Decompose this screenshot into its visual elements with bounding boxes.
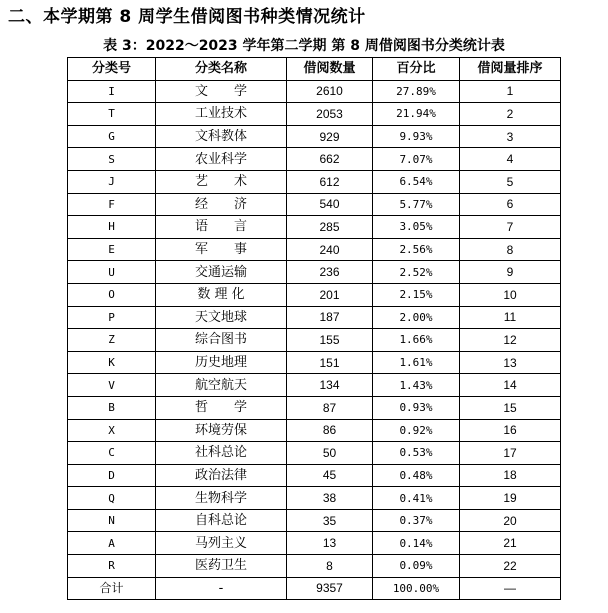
borrowing-category-table xyxy=(67,57,561,600)
table-row xyxy=(68,419,561,442)
category-name: 生物科学 xyxy=(156,487,287,510)
table-row xyxy=(68,283,561,306)
borrow-count: 201 xyxy=(287,283,373,306)
borrow-percent: 0.48% xyxy=(373,464,460,487)
borrow-rank: 1 xyxy=(460,80,561,103)
borrow-count: 2053 xyxy=(287,103,373,126)
category-code: I xyxy=(68,80,156,103)
borrow-rank: 13 xyxy=(460,351,561,374)
borrow-rank: 12 xyxy=(460,329,561,352)
table-row xyxy=(68,396,561,419)
borrow-rank: 6 xyxy=(460,193,561,216)
borrow-rank: 15 xyxy=(460,396,561,419)
category-code: X xyxy=(68,419,156,442)
borrow-percent: 0.53% xyxy=(373,442,460,465)
category-name: 经 济 xyxy=(156,193,287,216)
table-row xyxy=(68,442,561,465)
header-name: 分类名称 xyxy=(156,58,287,81)
borrow-percent: 7.07% xyxy=(373,148,460,171)
category-name: 社科总论 xyxy=(156,442,287,465)
borrow-rank: 8 xyxy=(460,238,561,261)
total-count: 9357 xyxy=(287,577,373,600)
borrow-count: 50 xyxy=(287,442,373,465)
category-name: 数 理 化 xyxy=(156,283,287,306)
borrow-count: 285 xyxy=(287,216,373,239)
category-code: C xyxy=(68,442,156,465)
header-rank: 借阅量排序 xyxy=(460,58,561,81)
borrow-percent: 21.94% xyxy=(373,103,460,126)
borrow-percent: 0.09% xyxy=(373,555,460,578)
total-row xyxy=(68,577,561,600)
table-row xyxy=(68,509,561,532)
table-row xyxy=(68,487,561,510)
category-code: N xyxy=(68,509,156,532)
table-header-row xyxy=(68,58,561,81)
table-row xyxy=(68,170,561,193)
table-row xyxy=(68,103,561,126)
header-code: 分类号 xyxy=(68,58,156,81)
borrow-rank: 10 xyxy=(460,283,561,306)
category-name: 军 事 xyxy=(156,238,287,261)
table-row xyxy=(68,125,561,148)
category-code: V xyxy=(68,374,156,397)
category-code: A xyxy=(68,532,156,555)
header-count: 借阅数量 xyxy=(287,58,373,81)
category-code: B xyxy=(68,396,156,419)
table-row xyxy=(68,216,561,239)
borrow-count: 155 xyxy=(287,329,373,352)
category-code: O xyxy=(68,283,156,306)
table-row xyxy=(68,80,561,103)
borrow-percent: 6.54% xyxy=(373,170,460,193)
table-caption: 表 3：2022～2023 学年第二学期 第 8 周借阅图书分类统计表 xyxy=(103,38,505,54)
table-row xyxy=(68,532,561,555)
borrow-count: 612 xyxy=(287,170,373,193)
category-name: 马列主义 xyxy=(156,532,287,555)
category-name: 文 学 xyxy=(156,80,287,103)
category-code: J xyxy=(68,170,156,193)
borrow-rank: 11 xyxy=(460,306,561,329)
category-code: G xyxy=(68,125,156,148)
section-heading: 二、本学期第 8 周学生借阅图书种类情况统计 xyxy=(8,7,366,27)
borrow-rank: 16 xyxy=(460,419,561,442)
borrow-percent: 3.05% xyxy=(373,216,460,239)
borrow-count: 35 xyxy=(287,509,373,532)
category-code: F xyxy=(68,193,156,216)
category-code: H xyxy=(68,216,156,239)
category-name: 医药卫生 xyxy=(156,555,287,578)
category-code: P xyxy=(68,306,156,329)
borrow-rank: 14 xyxy=(460,374,561,397)
borrow-percent: 0.14% xyxy=(373,532,460,555)
total-rank: — xyxy=(460,577,561,600)
table-row xyxy=(68,261,561,284)
borrow-rank: 21 xyxy=(460,532,561,555)
category-name: 哲 学 xyxy=(156,396,287,419)
table-row xyxy=(68,238,561,261)
category-code: Z xyxy=(68,329,156,352)
table-row xyxy=(68,148,561,171)
header-percent: 百分比 xyxy=(373,58,460,81)
borrow-percent: 0.37% xyxy=(373,509,460,532)
borrow-rank: 22 xyxy=(460,555,561,578)
table-row xyxy=(68,464,561,487)
borrow-rank: 5 xyxy=(460,170,561,193)
borrow-count: 929 xyxy=(287,125,373,148)
category-code: S xyxy=(68,148,156,171)
borrow-rank: 2 xyxy=(460,103,561,126)
borrow-count: 87 xyxy=(287,396,373,419)
borrow-percent: 5.77% xyxy=(373,193,460,216)
category-name: 政治法律 xyxy=(156,464,287,487)
category-name: 历史地理 xyxy=(156,351,287,374)
borrow-rank: 18 xyxy=(460,464,561,487)
table-row xyxy=(68,306,561,329)
borrow-count: 236 xyxy=(287,261,373,284)
table-row xyxy=(68,374,561,397)
total-label: 合计 xyxy=(68,577,156,600)
borrow-rank: 4 xyxy=(460,148,561,171)
borrow-percent: 0.92% xyxy=(373,419,460,442)
table-row xyxy=(68,351,561,374)
borrow-count: 13 xyxy=(287,532,373,555)
borrow-count: 2610 xyxy=(287,80,373,103)
total-percent: 100.00% xyxy=(373,577,460,600)
borrow-percent: 9.93% xyxy=(373,125,460,148)
borrow-rank: 9 xyxy=(460,261,561,284)
borrow-percent: 2.00% xyxy=(373,306,460,329)
category-name: 文科教体 xyxy=(156,125,287,148)
borrow-count: 187 xyxy=(287,306,373,329)
category-code: E xyxy=(68,238,156,261)
borrow-percent: 27.89% xyxy=(373,80,460,103)
borrow-percent: 1.66% xyxy=(373,329,460,352)
category-name: 航空航天 xyxy=(156,374,287,397)
borrow-count: 45 xyxy=(287,464,373,487)
borrow-percent: 1.61% xyxy=(373,351,460,374)
borrow-count: 151 xyxy=(287,351,373,374)
category-code: K xyxy=(68,351,156,374)
borrow-count: 86 xyxy=(287,419,373,442)
borrow-percent: 2.15% xyxy=(373,283,460,306)
borrow-count: 8 xyxy=(287,555,373,578)
borrow-rank: 7 xyxy=(460,216,561,239)
category-name: 艺 术 xyxy=(156,170,287,193)
category-name: 工业技术 xyxy=(156,103,287,126)
borrow-percent: 0.41% xyxy=(373,487,460,510)
category-code: Q xyxy=(68,487,156,510)
borrow-rank: 3 xyxy=(460,125,561,148)
total-name: - xyxy=(156,577,287,600)
table-row xyxy=(68,329,561,352)
category-name: 综合图书 xyxy=(156,329,287,352)
category-code: T xyxy=(68,103,156,126)
borrow-percent: 1.43% xyxy=(373,374,460,397)
category-name: 环境劳保 xyxy=(156,419,287,442)
borrow-percent: 0.93% xyxy=(373,396,460,419)
category-code: R xyxy=(68,555,156,578)
table-row xyxy=(68,555,561,578)
borrow-rank: 19 xyxy=(460,487,561,510)
category-name: 自科总论 xyxy=(156,509,287,532)
category-code: U xyxy=(68,261,156,284)
borrow-count: 134 xyxy=(287,374,373,397)
category-name: 天文地球 xyxy=(156,306,287,329)
borrow-count: 662 xyxy=(287,148,373,171)
borrow-rank: 17 xyxy=(460,442,561,465)
category-name: 语 言 xyxy=(156,216,287,239)
borrow-percent: 2.52% xyxy=(373,261,460,284)
table-row xyxy=(68,193,561,216)
category-name: 农业科学 xyxy=(156,148,287,171)
category-code: D xyxy=(68,464,156,487)
category-name: 交通运输 xyxy=(156,261,287,284)
borrow-count: 540 xyxy=(287,193,373,216)
borrow-count: 240 xyxy=(287,238,373,261)
borrow-rank: 20 xyxy=(460,509,561,532)
borrow-count: 38 xyxy=(287,487,373,510)
borrow-percent: 2.56% xyxy=(373,238,460,261)
